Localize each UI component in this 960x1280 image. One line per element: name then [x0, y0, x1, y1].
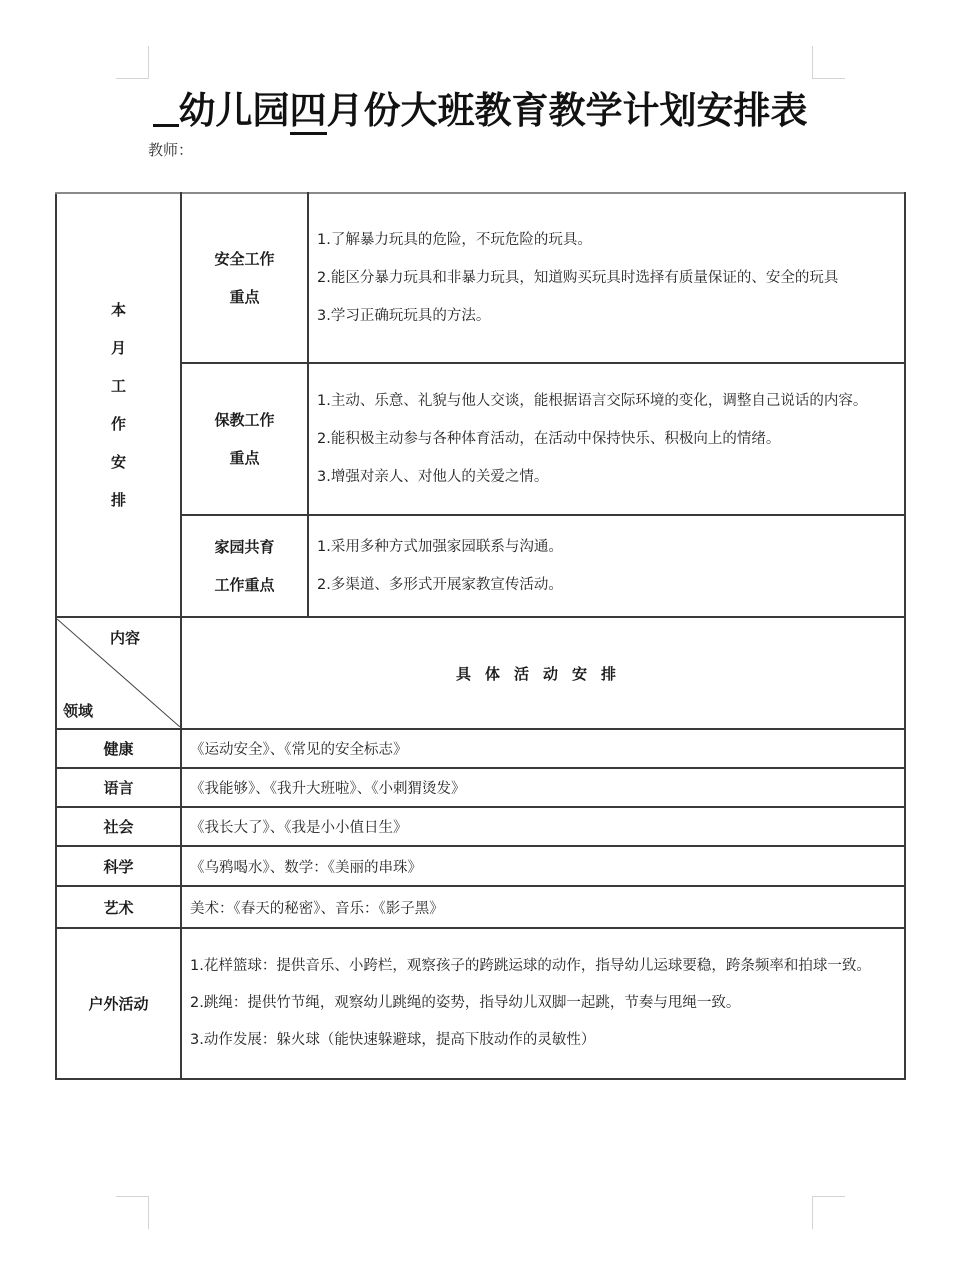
list-item: 1.花样篮球：提供音乐、小跨栏，观察孩子的跨跳运球的动作，指导幼儿运球要稳，跨条频率和拍球一致。	[190, 958, 871, 974]
home-school-focus-label: 家园共育 工作重点	[181, 515, 308, 617]
list-item: 1.主动、乐意、礼貌与他人交谈，能根据语言交际环境的变化，调整自己说话的内容。	[317, 393, 868, 409]
list-item: 3.动作发展：躲火球（能快速躲避球，提高下肢动作的灵敏性）	[190, 1032, 596, 1048]
domain-content: 《运动安全》、《常见的安全标志》	[181, 729, 905, 768]
plan-row-care-education	[56, 363, 905, 515]
page-corner-mark-top-right	[812, 46, 845, 79]
list-item: 2.能积极主动参与各种体育活动，在活动中保持快乐、积极向上的情绪。	[317, 431, 781, 447]
care-education-focus-label: 保教工作 重点	[181, 363, 308, 515]
plan-row-safety	[56, 193, 905, 363]
safety-focus-content	[308, 193, 905, 363]
page-corner-mark-top-left	[116, 46, 149, 79]
domain-label: 语言	[56, 768, 181, 807]
diag-label-content: 内容	[109, 629, 140, 647]
outdoor-label: 户外活动	[56, 928, 181, 1079]
home-school-focus-content	[308, 515, 905, 617]
activity-arrangement-heading: 具体活动安排	[181, 617, 905, 729]
page-corner-mark-bottom-right	[812, 1196, 845, 1229]
list-item: 1.了解暴力玩具的危险，不玩危险的玩具。	[317, 232, 592, 248]
domain-label: 社会	[56, 807, 181, 846]
title-month-underlined: 四	[290, 89, 327, 135]
list-item: 2.跳绳：提供竹节绳，观察幼儿跳绳的姿势，指导幼儿双脚一起跳，节奏与甩绳一致。	[190, 995, 741, 1011]
diag-label-domain: 领域	[63, 702, 94, 720]
page-corner-mark-bottom-left	[116, 1196, 149, 1229]
domain-label: 科学	[56, 846, 181, 886]
title-kindergarten: 幼儿园	[178, 89, 290, 132]
list-item: 2.能区分暴力玩具和非暴力玩具，知道购买玩具时选择有质量保证的、安全的玩具	[317, 270, 839, 286]
list-item: 2.多渠道、多形式开展家教宣传活动。	[317, 577, 563, 593]
domain-row-science	[56, 846, 905, 886]
plan-table	[55, 192, 906, 1080]
plan-row-home-school	[56, 515, 905, 617]
domain-row-outdoor	[56, 928, 905, 1079]
list-item: 1.采用多种方式加强家园联系与沟通。	[317, 539, 563, 555]
title-rest: 月份大班教育教学计划安排表	[326, 89, 808, 132]
domain-content: 《我长大了》、《我是小小值日生》	[181, 807, 905, 846]
domain-content: 《乌鸦喝水》、数学：《美丽的串珠》	[181, 846, 905, 886]
safety-focus-label: 安全工作 重点	[181, 193, 308, 363]
domain-row-health	[56, 729, 905, 768]
domain-label: 健康	[56, 729, 181, 768]
domain-label: 艺术	[56, 886, 181, 928]
activity-header-row	[56, 617, 905, 729]
monthly-plan-section-label: 本 月 工 作 安 排	[56, 193, 181, 617]
domain-content: 美术：《春天的秘密》、音乐：《影子黑》	[181, 886, 905, 928]
title-blank-underline	[153, 92, 179, 127]
outdoor-content	[181, 928, 905, 1079]
list-item: 3.学习正确玩玩具的方法。	[317, 308, 491, 324]
domain-row-society	[56, 807, 905, 846]
page-title	[0, 80, 960, 134]
care-education-focus-content	[308, 363, 905, 515]
domain-row-language	[56, 768, 905, 807]
list-item: 3.增强对亲人、对他人的关爱之情。	[317, 469, 549, 485]
domain-row-art	[56, 886, 905, 928]
domain-content: 《我能够》、《我升大班啦》、《小刺猬烫发》	[181, 768, 905, 807]
diagonal-header-cell	[56, 617, 181, 729]
teacher-label: 教师：	[148, 141, 194, 159]
